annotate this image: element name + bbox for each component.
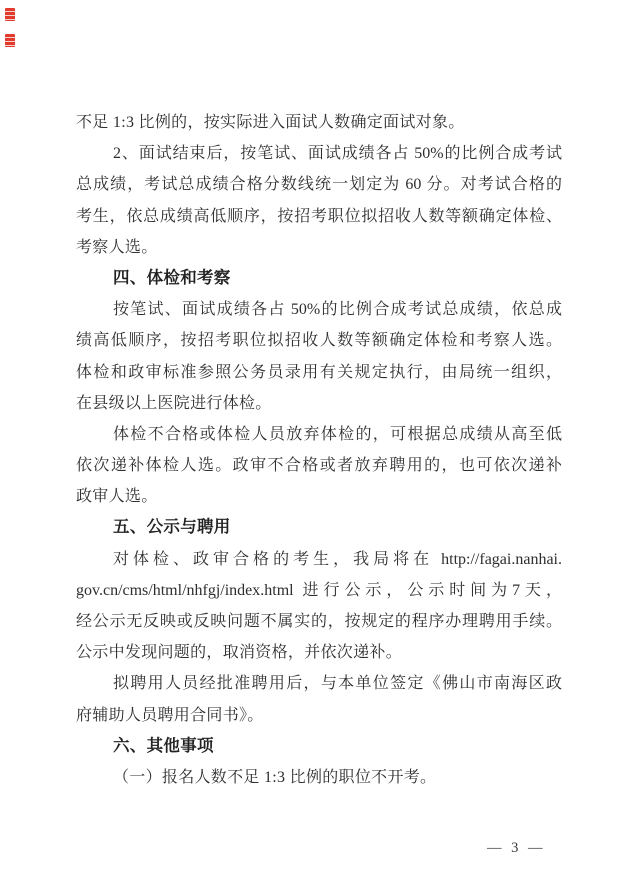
text-line: 府辅助人员聘用合同书》。	[76, 706, 264, 724]
text-line: 对体检、政审合格的考生，我局将在 http://fagai.nanhai.	[113, 550, 562, 568]
text-line: 2、面试结束后，按笔试、面试成绩各占 50%的比例合成考试	[113, 145, 562, 163]
section-heading: 五、公示与聘用	[113, 518, 231, 537]
document-body	[76, 107, 562, 793]
text-line: 依次递补体检人选。政审不合格或者放弃聘用的，也可依次递补	[76, 457, 562, 475]
text-line: 按笔试、面试成绩各占 50%的比例合成考试总成绩，依总成	[113, 301, 562, 319]
text-line: 不足 1:3 比例的，按实际进入面试人数确定面试对象。	[76, 114, 465, 131]
text-line: 在县级以上医院进行体检。	[76, 394, 272, 412]
text-line: 考生，依总成绩高低顺序，按招考职位拟招收人数等额确定体检、	[76, 207, 562, 225]
text-line: 总成绩，考试总成绩合格分数线统一划定为 60 分。对考试合格的	[76, 176, 562, 194]
text-line: 绩高低顺序，按招考职位拟招收人数等额确定体检和考察人选。	[76, 332, 562, 350]
text-line: 经公示无反映或反映问题不属实的，按规定的程序办理聘用手续。	[76, 613, 562, 630]
text-line: 政审人选。	[76, 488, 158, 506]
text-line: 公示中发现问题的，取消资格，并依次递补。	[76, 644, 403, 662]
text-line: 体检不合格或体检人员放弃体检的，可根据总成绩从高至低	[113, 425, 562, 443]
section-heading: 四、体检和考察	[113, 268, 231, 287]
text-line: 考察人选。	[76, 238, 158, 256]
section-heading: 六、其他事项	[113, 736, 214, 755]
red-mark-icon	[5, 34, 15, 47]
red-mark-icon	[5, 8, 15, 21]
text-line: （一）报名人数不足 1:3 比例的职位不开考。	[113, 768, 437, 786]
text-line: 体检和政审标准参照公务员录用有关规定执行，由局统一组织，	[76, 363, 562, 381]
page-number: — 3 —	[487, 840, 546, 856]
text-line: 拟聘用人员经批准聘用后，与本单位签定《佛山市南海区政	[113, 675, 562, 693]
text-line: gov.cn/cms/html/nhfgj/index.html 进行公示，公示时间为7天，	[76, 581, 562, 599]
